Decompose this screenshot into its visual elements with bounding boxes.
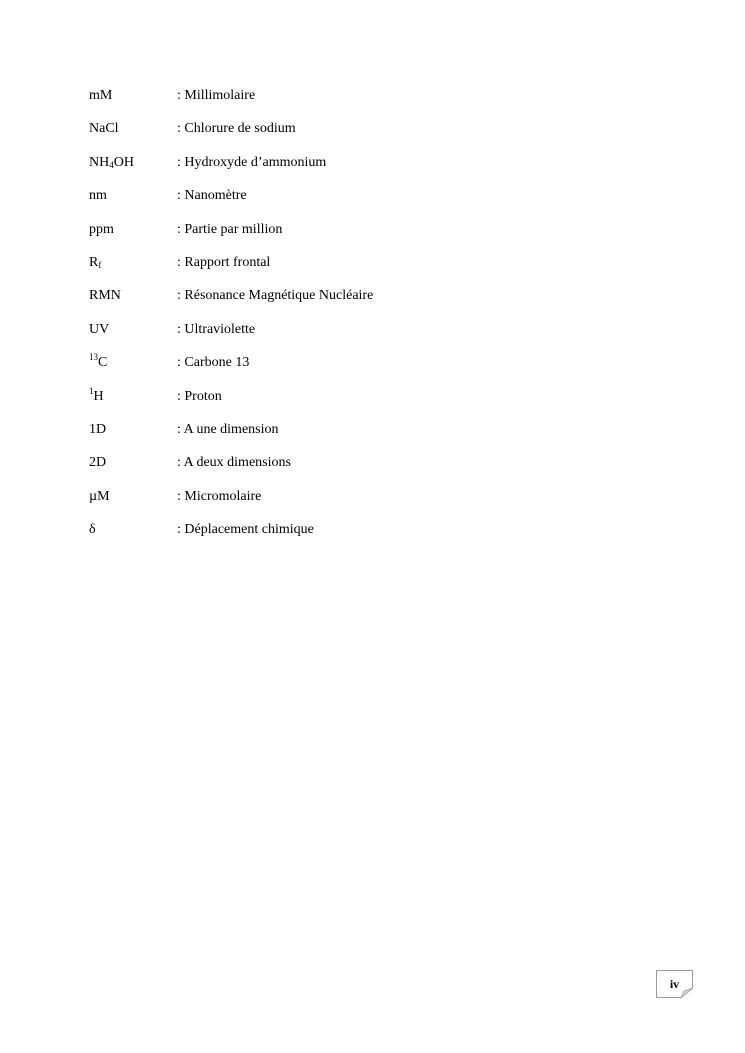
abbreviation-definition: : Carbone 13 [177, 355, 250, 371]
term-subscript: 4 [109, 159, 114, 170]
page-number-box [656, 970, 693, 998]
abbreviation-row-1h [89, 385, 649, 422]
abbreviation-term [89, 352, 177, 371]
abbreviation-row-rmn [89, 288, 649, 321]
term-suffix: OH [113, 154, 134, 170]
abbreviation-row-nacl [89, 121, 649, 154]
abbreviation-term: 1D [89, 421, 107, 437]
abbreviation-definition: : Rapport frontal [177, 254, 271, 270]
term-main: R [89, 254, 99, 270]
abbreviation-definition: : A deux dimensions [177, 455, 291, 471]
abbreviation-row-nm [89, 188, 649, 221]
abbreviation-definition: : Hydroxyde d’ammonium [177, 154, 327, 170]
abbreviation-term: ppm [89, 221, 114, 237]
abbreviation-term [89, 255, 177, 271]
abbreviation-term: RMN [89, 288, 121, 304]
abbreviation-row-1d [89, 422, 649, 455]
abbreviation-definition: : Micromolaire [177, 488, 262, 504]
abbreviation-definition: : Ultraviolette [177, 321, 256, 337]
abbreviation-term: µM [89, 488, 110, 504]
abbreviation-definition: : Millimolaire [177, 88, 256, 103]
term-main: H [93, 388, 104, 404]
term-main: NH [89, 154, 110, 170]
page-number: iv [669, 976, 680, 991]
term-main: C [98, 355, 108, 371]
abbreviation-term [89, 385, 177, 405]
abbreviation-definition: : Partie par million [177, 221, 283, 237]
abbreviation-definition: : Résonance Magnétique Nucléaire [177, 288, 374, 304]
abbreviation-term: nm [89, 188, 107, 204]
abbreviation-row-mm [89, 88, 649, 121]
term-subscript: f [98, 259, 102, 270]
page-curl-icon [681, 988, 693, 998]
term-superscript: 13 [89, 352, 98, 363]
abbreviation-term: 2D [89, 455, 107, 471]
term-superscript: 1 [89, 385, 94, 396]
abbreviation-row-uv [89, 322, 649, 355]
abbreviation-definition: : A une dimension [177, 421, 279, 437]
abbreviation-row-13c [89, 352, 649, 388]
abbreviation-term: δ [89, 522, 96, 538]
abbreviation-row-ppm [89, 222, 649, 255]
abbreviation-definition: : Déplacement chimique [177, 522, 314, 538]
abbreviation-row-2d [89, 455, 649, 488]
abbreviation-term: mM [89, 88, 113, 103]
abbreviation-row-delta [89, 522, 649, 555]
abbreviation-row-rf [89, 255, 649, 288]
abbreviation-term [89, 155, 177, 171]
abbreviation-list [89, 88, 649, 555]
abbreviation-row-um [89, 489, 649, 522]
abbreviation-row-nh4oh [89, 155, 649, 188]
abbreviation-term: NaCl [89, 121, 119, 137]
abbreviation-definition: : Nanomètre [177, 188, 247, 204]
abbreviation-term: UV [89, 321, 110, 337]
abbreviation-definition: : Chlorure de sodium [177, 121, 296, 137]
abbreviation-definition: : Proton [177, 388, 222, 404]
